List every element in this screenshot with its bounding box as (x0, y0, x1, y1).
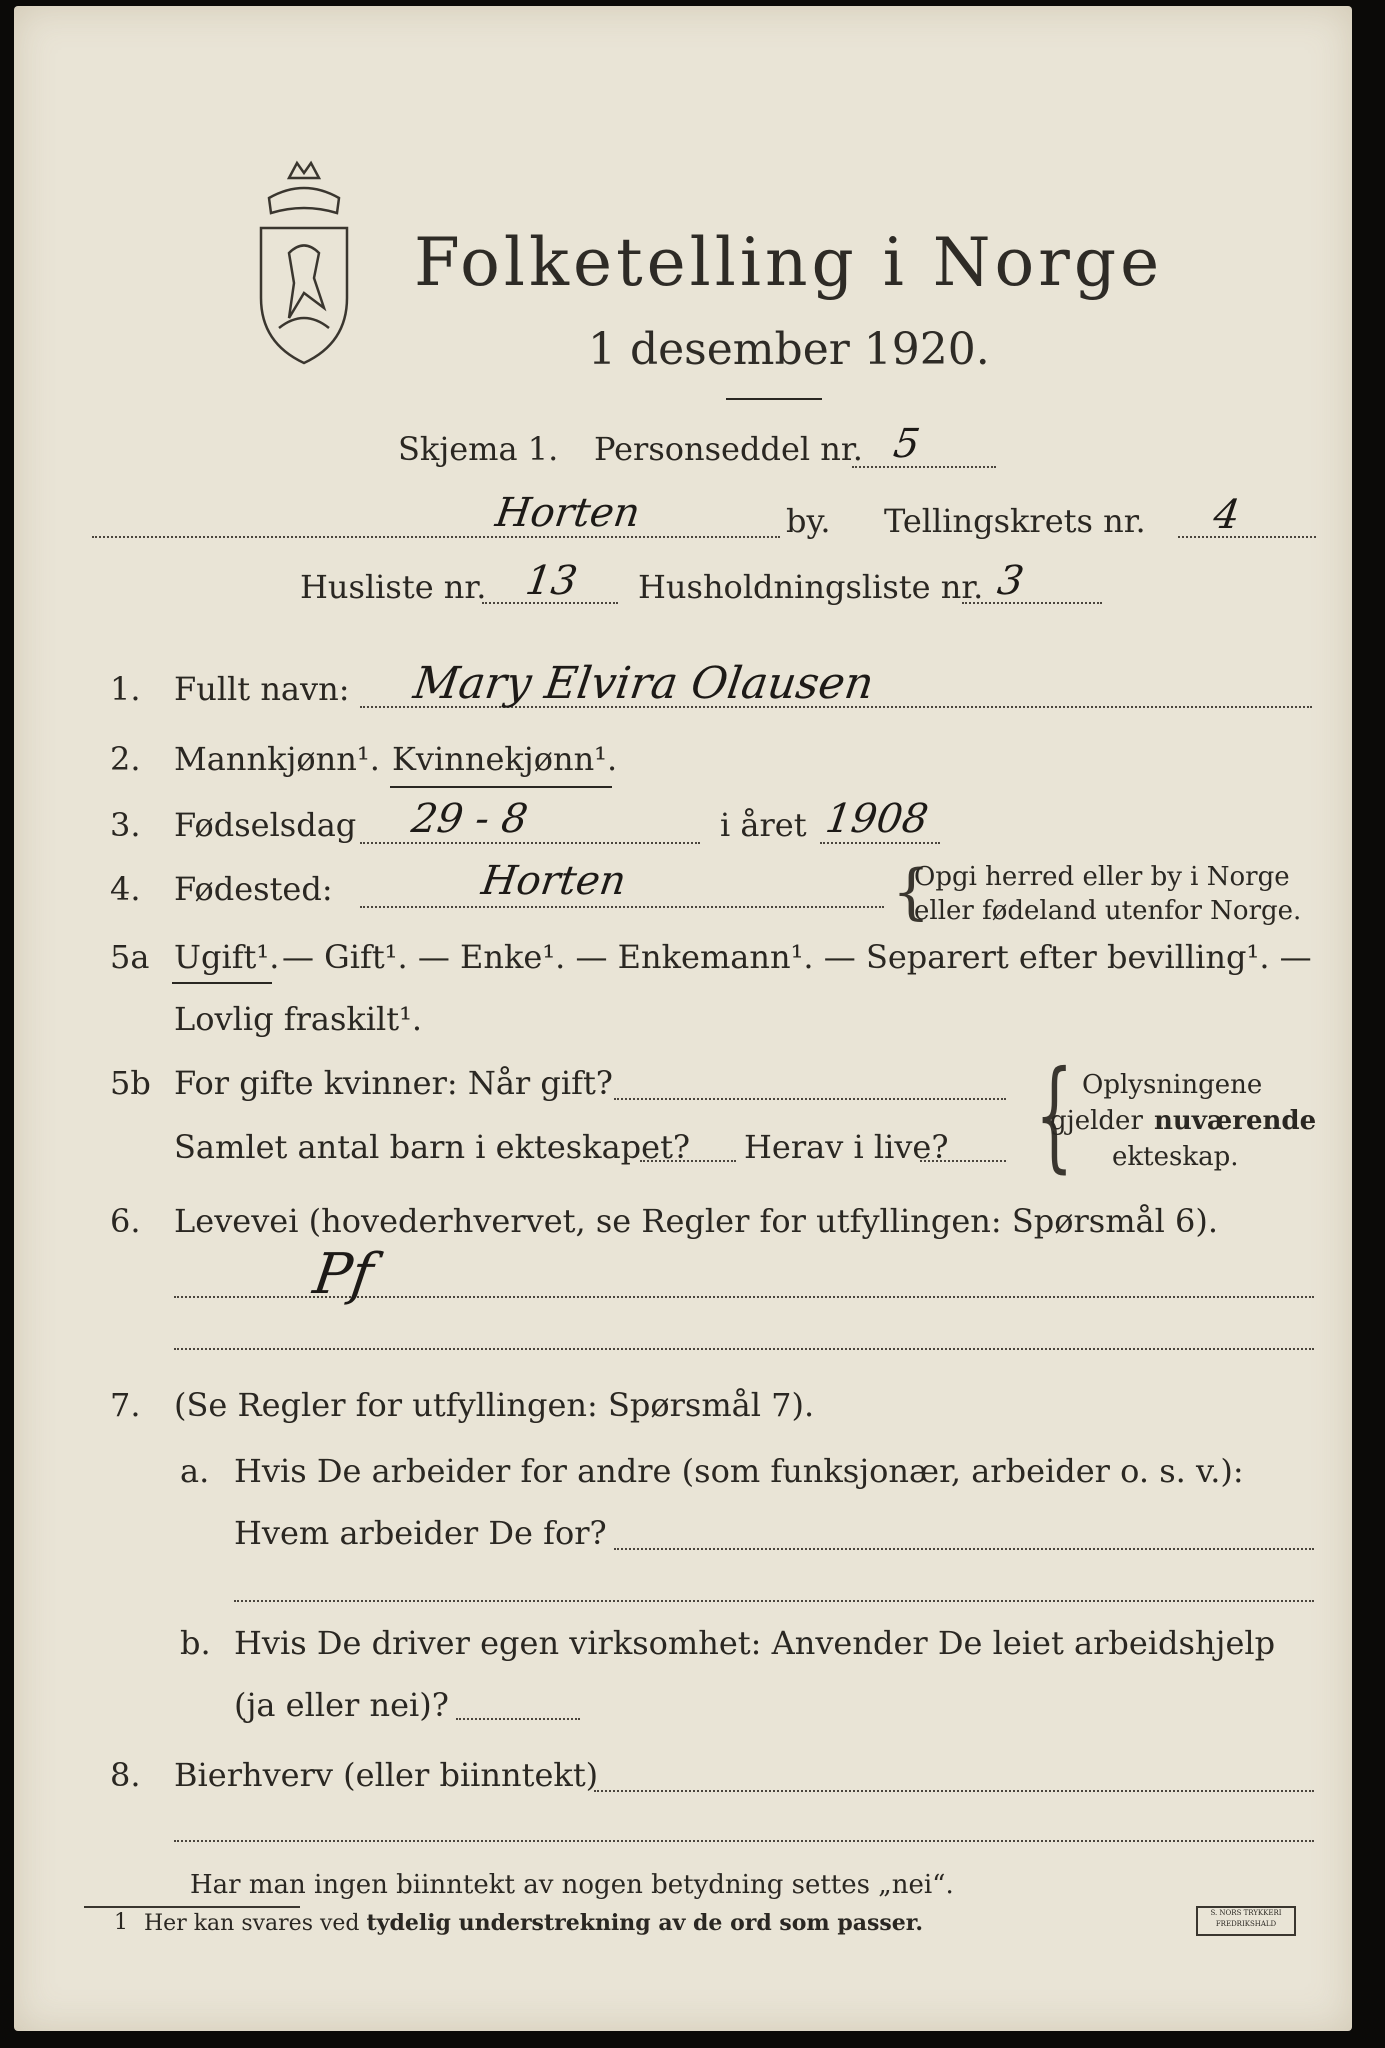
printer-stamp-line1: S. NORS TRYKKERI (1210, 1909, 1282, 1917)
q7-label: (Se Regler for utfyllingen: Spørsmål 7). (174, 1386, 815, 1424)
q5b-note-line1: Oplysningene (1082, 1070, 1263, 1100)
gender-female-underline (390, 786, 612, 788)
occupation-value[interactable]: Pf (309, 1242, 377, 1307)
printer-stamp (1196, 1906, 1296, 1936)
tellingskrets-field-line (1178, 536, 1316, 538)
alive-field-line (920, 1160, 1006, 1162)
side-income-field-line-1 (594, 1790, 1314, 1792)
side-income-field-line-2 (174, 1840, 1314, 1842)
marriage-date-field-line (614, 1098, 1006, 1100)
q8-number: 8. (110, 1756, 141, 1794)
q6-number: 6. (110, 1202, 141, 1240)
town-field-line (92, 536, 780, 538)
husholdningsliste-label: Husholdningsliste nr. (638, 568, 984, 606)
birth-year-field-line (820, 842, 940, 844)
q7b-letter: b. (180, 1624, 211, 1662)
q7-number: 7. (110, 1386, 141, 1424)
q3-number: 3. (110, 806, 141, 844)
census-date: 1 desember 1920. (588, 324, 990, 375)
birth-year-value[interactable]: 1908 (822, 796, 932, 842)
personseddel-label: Personseddel nr. (594, 430, 863, 468)
gender-female-option[interactable]: Kvinnekjønn¹. (392, 740, 618, 778)
q5b-note-line2a: gjelder (1050, 1106, 1143, 1136)
employer-field-line-2 (234, 1600, 1314, 1602)
birthplace-value[interactable]: Horten (478, 858, 629, 904)
q1-number: 1. (110, 670, 141, 708)
tellingskrets-value[interactable]: 4 (1210, 492, 1243, 538)
q6-label: Levevei (hovederhvervet, se Regler for utfyllingen: Spørsmål 6). (174, 1202, 1219, 1240)
footnote-rule (84, 1906, 300, 1908)
town-value[interactable]: Horten (492, 490, 643, 536)
by-label: by. (786, 502, 831, 540)
q5a-number: 5a (110, 938, 150, 976)
q4-note-brace: { (892, 857, 931, 927)
civil-status-unmarried-option[interactable]: Ugift¹. (174, 938, 280, 976)
civil-status-divorced-option[interactable]: Lovlig fraskilt¹. (174, 1000, 423, 1038)
q5b-note-brace: { (1035, 1046, 1074, 1185)
husliste-label: Husliste nr. (300, 568, 487, 606)
q8-note: Har man ingen biinntekt av nogen betydning settes „nei“. (190, 1870, 954, 1900)
personseddel-field-line (852, 466, 996, 468)
q5b-note-line3: ekteskap. (1112, 1142, 1239, 1172)
q5b-note-line2b: nuværende (1154, 1106, 1317, 1136)
coat-of-arms-icon (249, 158, 359, 373)
personseddel-value[interactable]: 5 (890, 421, 923, 467)
civil-status-other-options[interactable]: — Gift¹. — Enke¹. — Enkemann¹. — Separert efter bevilling¹. — (282, 938, 1312, 976)
form-title: Folketelling i Norge (414, 224, 1164, 301)
husholdningsliste-value[interactable]: 3 (994, 558, 1027, 604)
census-form-page (14, 6, 1352, 2031)
q8-label: Bierhverv (eller biinntekt) (174, 1756, 599, 1794)
hired-help-field-line (456, 1718, 580, 1720)
q4-number: 4. (110, 870, 141, 908)
birthplace-field-line (360, 906, 884, 908)
tellingskrets-label: Tellingskrets nr. (884, 502, 1146, 540)
q7a-line2: Hvem arbeider De for? (234, 1514, 607, 1552)
q5b-alive-label: Herav i live? (744, 1128, 949, 1166)
q5b-line1: For gifte kvinner: Når gift? (174, 1064, 613, 1102)
husliste-value[interactable]: 13 (522, 558, 581, 604)
footnote-text-bold: tydelig understrekning av de ord som passer. (366, 1910, 924, 1936)
q5b-number: 5b (110, 1064, 151, 1102)
q1-label: Fullt navn: (174, 670, 350, 708)
footnote-text (144, 1910, 923, 1936)
q3-label: Fødselsdag (174, 806, 357, 844)
birthday-value[interactable]: 29 - 8 (408, 796, 531, 842)
q7b-line2: (ja eller nei)? (234, 1686, 449, 1724)
skjema-label: Skjema 1. (398, 430, 559, 468)
printer-stamp-line2: FREDRIKSHALD (1215, 1920, 1277, 1928)
full-name-value[interactable]: Mary Elvira Olausen (410, 658, 877, 709)
q4-note-line1: Opgi herred eller by i Norge (914, 862, 1290, 892)
civil-status-underline (172, 982, 272, 984)
q3-year-label: i året (720, 806, 807, 844)
footnote-text-plain: Her kan svares ved (144, 1911, 360, 1936)
q2-number: 2. (110, 740, 141, 778)
husholdningsliste-field-line (962, 602, 1102, 604)
footnote-mark: 1 (114, 1910, 128, 1935)
q7a-letter: a. (180, 1452, 210, 1490)
q7a-line1: Hvis De arbeider for andre (som funksjonær, arbeider o. s. v.): (234, 1452, 1244, 1490)
birthday-field-line (360, 842, 700, 844)
q4-label: Fødested: (174, 870, 333, 908)
occupation-field-line-2 (174, 1348, 1314, 1350)
q4-note-line2: eller fødeland utenfor Norge. (914, 896, 1302, 926)
employer-field-line-1 (614, 1548, 1314, 1550)
children-field-line (640, 1160, 736, 1162)
gender-male-option[interactable]: Mannkjønn¹. (174, 740, 380, 778)
q7b-line1: Hvis De driver egen virksomhet: Anvender De leiet arbeidshjelp (234, 1624, 1276, 1662)
q5b-children-label: Samlet antal barn i ekteskapet? (174, 1128, 691, 1166)
title-divider (726, 398, 822, 400)
